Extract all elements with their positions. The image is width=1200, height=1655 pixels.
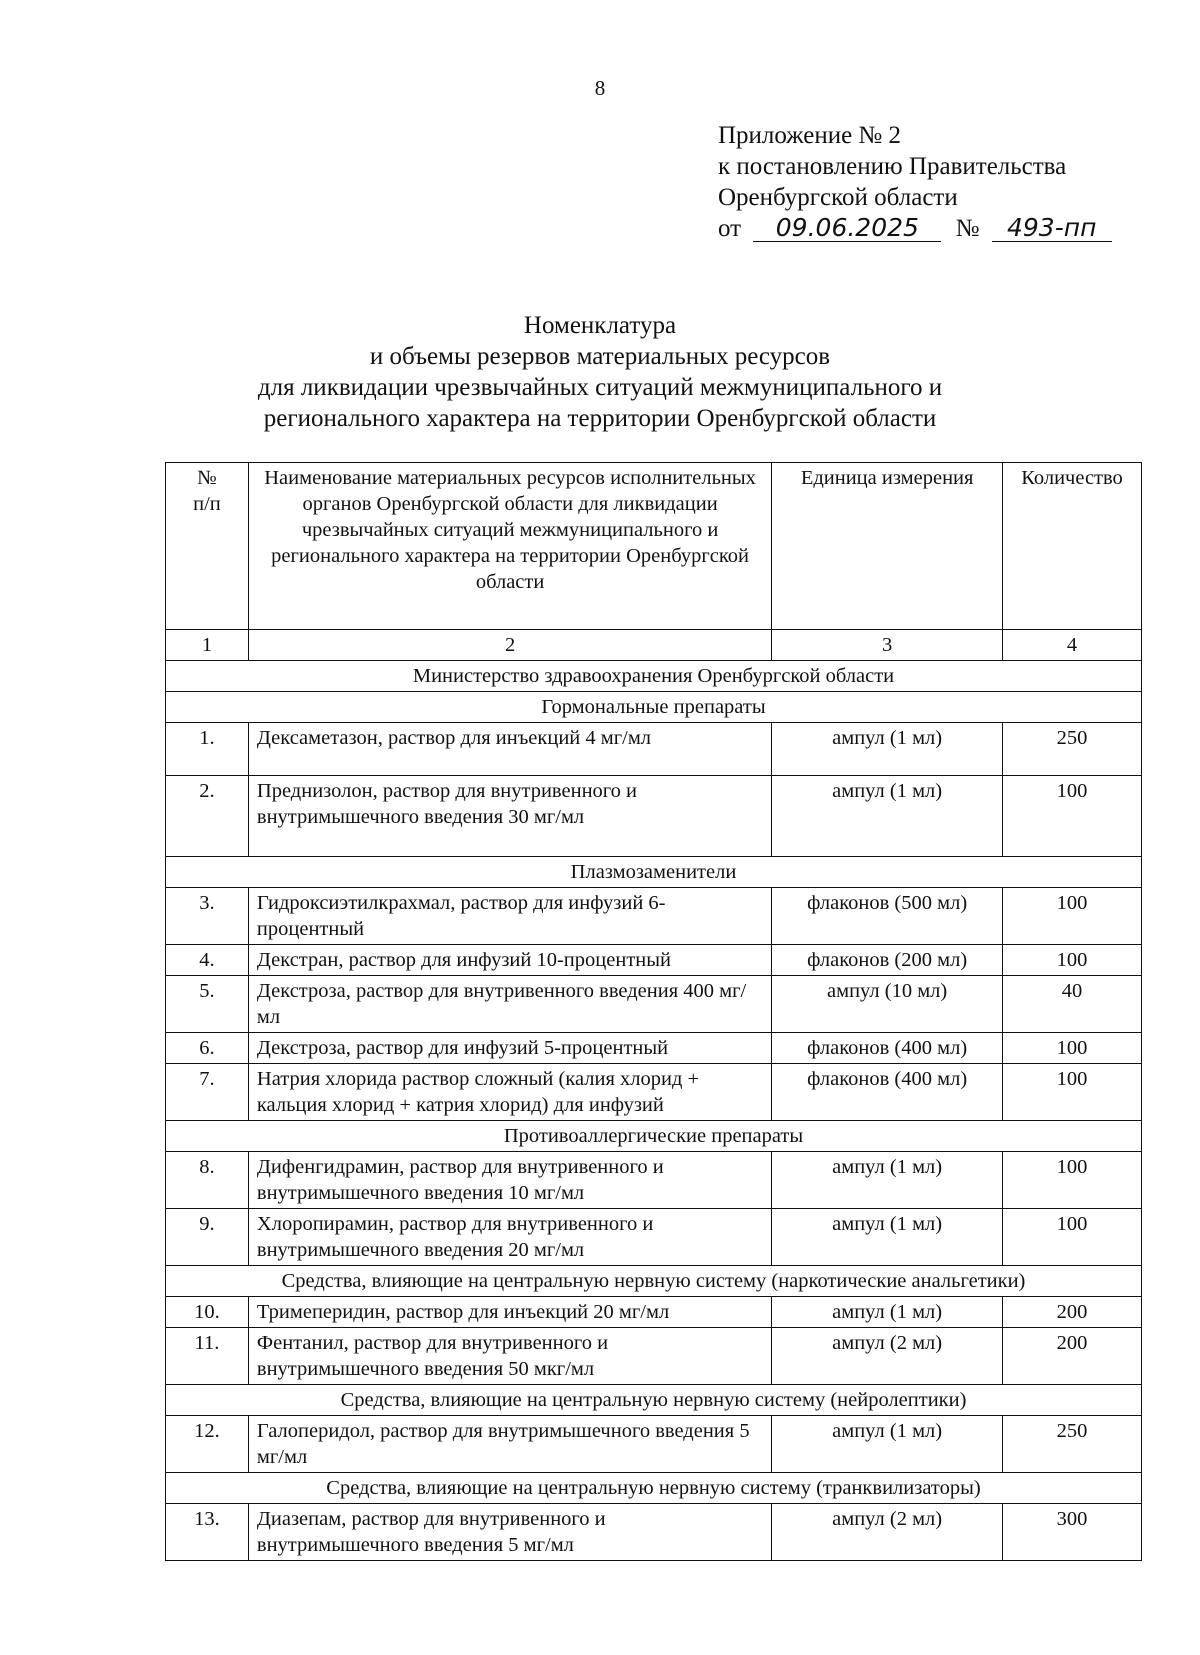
quantity: 100 [1003, 888, 1142, 945]
quantity: 100 [1003, 776, 1142, 857]
quantity: 200 [1003, 1328, 1142, 1385]
table-row [166, 1297, 1142, 1328]
table-row [166, 1064, 1142, 1121]
header-qty: Количество [1003, 463, 1142, 630]
ministry-title: Министерство здравоохранения Оренбургской области [166, 661, 1142, 692]
quantity: 300 [1003, 1504, 1142, 1561]
unit-of-measure: ампул (1 мл) [772, 1209, 1003, 1266]
section-row [166, 1473, 1142, 1504]
section-title: Средства, влияющие на центральную нервную систему (наркотические анальгетики) [166, 1266, 1142, 1297]
column-number-row [166, 630, 1142, 661]
handwritten-number: 493-пп [992, 215, 1112, 242]
section-title: Плазмозаменители [166, 857, 1142, 888]
section-row [166, 692, 1142, 723]
row-number: 5. [166, 976, 249, 1033]
approval-block [718, 120, 1158, 244]
unit-of-measure: ампул (1 мл) [772, 776, 1003, 857]
resource-name: Дексаметазон, раствор для инъекций 4 мг/мл [248, 723, 771, 776]
table-row [166, 1152, 1142, 1209]
unit-of-measure: ампул (1 мл) [772, 1416, 1003, 1473]
column-number: 4 [1003, 630, 1142, 661]
resource-name: Декстроза, раствор для инфузий 5-процентный [248, 1033, 771, 1064]
resource-name: Декстран, раствор для инфузий 10-процентный [248, 945, 771, 976]
resource-name: Натрия хлорида раствор сложный (калия хлорид + кальция хлорид + катрия хлорид) для инфузий [248, 1064, 771, 1121]
resource-name: Декстроза, раствор для внутривенного введения 400 мг/мл [248, 976, 771, 1033]
row-number: 2. [166, 776, 249, 857]
unit-of-measure: ампул (2 мл) [772, 1504, 1003, 1561]
column-number: 1 [166, 630, 249, 661]
column-number: 3 [772, 630, 1003, 661]
table-row [166, 1328, 1142, 1385]
row-number: 10. [166, 1297, 249, 1328]
table-row [166, 888, 1142, 945]
unit-of-measure: ампул (10 мл) [772, 976, 1003, 1033]
table-body [166, 463, 1142, 1561]
quantity: 40 [1003, 976, 1142, 1033]
resource-name: Галоперидол, раствор для внутримышечного введения 5 мг/мл [248, 1416, 771, 1473]
column-number: 2 [248, 630, 771, 661]
quantity: 100 [1003, 1033, 1142, 1064]
quantity: 200 [1003, 1297, 1142, 1328]
page-number: 8 [594, 76, 606, 100]
ministry-row [166, 661, 1142, 692]
unit-of-measure: ампул (1 мл) [772, 723, 1003, 776]
section-row [166, 1121, 1142, 1152]
row-number: 6. [166, 1033, 249, 1064]
resource-name: Тримеперидин, раствор для инъекций 20 мг/мл [248, 1297, 771, 1328]
unit-of-measure: ампул (1 мл) [772, 1297, 1003, 1328]
row-number: 3. [166, 888, 249, 945]
section-row [166, 857, 1142, 888]
section-row [166, 1266, 1142, 1297]
row-number: 8. [166, 1152, 249, 1209]
resource-name: Диазепам, раствор для внутривенного и внутримышечного введения 5 мг/мл [248, 1504, 771, 1561]
table-row [166, 1504, 1142, 1561]
unit-of-measure: ампул (2 мл) [772, 1328, 1003, 1385]
table-row [166, 976, 1142, 1033]
reserves-table [165, 462, 1142, 1561]
table-row [166, 1209, 1142, 1266]
document-title [0, 310, 1200, 434]
quantity: 100 [1003, 945, 1142, 976]
quantity: 250 [1003, 723, 1142, 776]
section-title: Противоаллергические препараты [166, 1121, 1142, 1152]
row-number: 4. [166, 945, 249, 976]
row-number: 11. [166, 1328, 249, 1385]
header-unit: Единица измерения [772, 463, 1003, 630]
unit-of-measure: флаконов (400 мл) [772, 1033, 1003, 1064]
approval-line-2: к постановлению Правительства [718, 153, 1067, 180]
header-row [166, 463, 1142, 630]
approval-line-4 [718, 213, 1158, 244]
table-row [166, 1416, 1142, 1473]
number-label: № [955, 215, 980, 242]
title-line-2: и объемы резервов материальных ресурсов [369, 343, 831, 370]
title-line-1: Номенклатура [523, 312, 677, 339]
table-row [166, 723, 1142, 776]
resource-name: Хлоропирамин, раствор для внутривенного и внутримышечного введения 20 мг/мл [248, 1209, 771, 1266]
section-title: Средства, влияющие на центральную нервную систему (транквилизаторы) [166, 1473, 1142, 1504]
header-name: Наименование материальных ресурсов исполнительных органов Оренбургской области для ликвидации чрезвычайных ситуаций межмуниципального и регионального характера на территории Оренбургской области [248, 463, 771, 630]
unit-of-measure: флаконов (200 мл) [772, 945, 1003, 976]
row-number: 1. [166, 723, 249, 776]
quantity: 100 [1003, 1209, 1142, 1266]
from-label: от [718, 215, 742, 242]
quantity: 100 [1003, 1152, 1142, 1209]
title-line-4: регионального характера на территории Оренбургской области [263, 405, 937, 432]
quantity: 100 [1003, 1064, 1142, 1121]
section-row [166, 1385, 1142, 1416]
unit-of-measure: флаконов (500 мл) [772, 888, 1003, 945]
table-row [166, 1033, 1142, 1064]
header-num: № п/п [166, 463, 249, 630]
table-row [166, 945, 1142, 976]
approval-line-3: Оренбургской области [718, 184, 958, 211]
row-number: 13. [166, 1504, 249, 1561]
section-title: Средства, влияющие на центральную нервную систему (нейролептики) [166, 1385, 1142, 1416]
handwritten-date: 09.06.2025 [753, 215, 941, 242]
resource-name: Дифенгидрамин, раствор для внутривенного и внутримышечного введения 10 мг/мл [248, 1152, 771, 1209]
resource-name: Фентанил, раствор для внутривенного и внутримышечного введения 50 мкг/мл [248, 1328, 771, 1385]
unit-of-measure: ампул (1 мл) [772, 1152, 1003, 1209]
quantity: 250 [1003, 1416, 1142, 1473]
title-line-3: для ликвидации чрезвычайных ситуаций межмуниципального и [257, 374, 943, 401]
unit-of-measure: флаконов (400 мл) [772, 1064, 1003, 1121]
table-row [166, 776, 1142, 857]
section-title: Гормональные препараты [166, 692, 1142, 723]
row-number: 7. [166, 1064, 249, 1121]
row-number: 9. [166, 1209, 249, 1266]
row-number: 12. [166, 1416, 249, 1473]
resource-name: Гидроксиэтилкрахмал, раствор для инфузий 6-процентный [248, 888, 771, 945]
approval-line-1: Приложение № 2 [718, 122, 902, 149]
resource-name: Преднизолон, раствор для внутривенного и внутримышечного введения 30 мг/мл [248, 776, 771, 857]
